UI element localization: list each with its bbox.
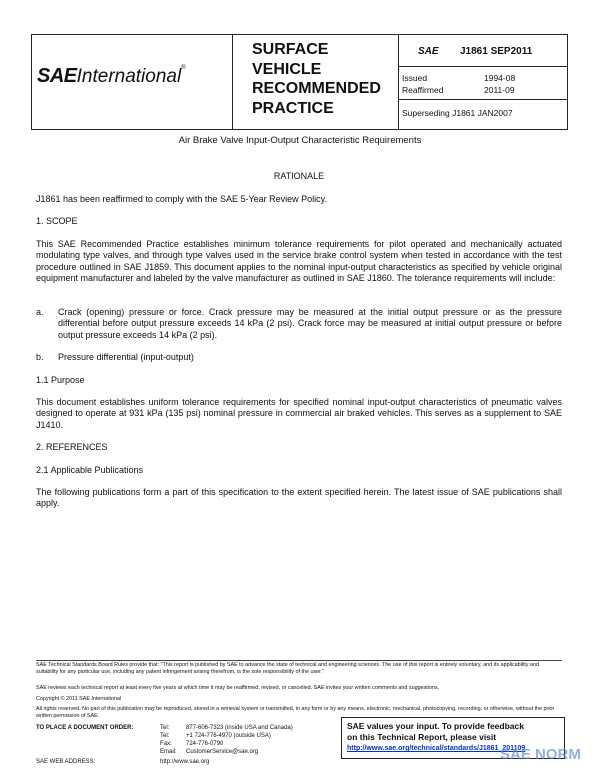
logo-international: International <box>76 66 182 87</box>
web-link[interactable]: http://www.sae.org <box>160 759 210 765</box>
doc-type-cell <box>232 35 399 129</box>
sae-international-logo <box>37 65 186 88</box>
divider <box>398 66 567 67</box>
issued-label: Issued <box>402 73 428 83</box>
applicable-text: The following publications form a part of this specification to the extent specified herein. The latest issue of SAE publications shall apply. <box>36 487 562 509</box>
reaffirmed-label: Reaffirmed <box>402 85 444 95</box>
doc-type-line: PRACTICE <box>252 99 334 117</box>
logo-sae: SAE <box>37 65 77 87</box>
doc-info-cell <box>398 35 567 129</box>
web-label: SAE WEB ADDRESS: <box>36 759 96 765</box>
feedback-line: on this Technical Report, please visit <box>347 731 497 742</box>
sae-mark: SAE <box>418 46 439 57</box>
rationale-text: J1861 has been reaffirmed to comply with the SAE 5-Year Review Policy. <box>36 194 327 204</box>
email-link[interactable]: CustomerService@sae.org <box>186 749 259 755</box>
document-subject: Air Brake Valve Input-Output Characteristic Requirements <box>178 135 422 146</box>
item-b-label: b. <box>36 352 44 362</box>
applicable-heading: 2.1 Applicable Publications <box>36 465 144 475</box>
item-a-label: a. <box>36 307 44 317</box>
tel-value[interactable]: 877-606-7323 (inside USA and Canada) <box>186 725 293 731</box>
item-b-text: Pressure differential (input-output) <box>58 352 194 362</box>
doc-type-line: SURFACE <box>252 41 329 58</box>
logo-cell <box>32 35 233 129</box>
doc-type <box>252 40 381 118</box>
tel2-value[interactable]: +1 724-776-4970 (outside USA) <box>186 733 271 739</box>
review-note: SAE reviews each technical report at least every five years at which time it may be reaffirmed, revised, or cancelled. SAE invites your written comments and suggestions. <box>36 685 440 691</box>
fax-label: Fax: <box>160 741 172 747</box>
superseding: Superseding J1861 JAN2007 <box>402 108 513 118</box>
board-rules-text: SAE Technical Standards Board Rules provide that: "This report is published by SAE to advance the state of technical and engineering sciences. The use of this report is entirely voluntary, and its applicability and suitability for any particular use, including any patent infringement arising therefrom, is the sole responsibility of the user." <box>36 662 539 676</box>
purpose-text: This document establishes uniform tolerance requirements for specified nominal input-output characteristics of pneumatic valves designed to operate at 931 kPa (135 psi) nominal pressure in commercial air braked vehicles. This serves as a supplement to SAE J1410. <box>36 397 562 430</box>
fax-value: 724-776-0790 <box>186 741 224 747</box>
doc-number: J1861 SEP2011 <box>460 46 533 57</box>
doc-type-line: VEHICLE <box>252 60 322 78</box>
scope-heading: 1. SCOPE <box>36 216 78 226</box>
feedback-line: SAE values your input. To provide feedback <box>347 721 524 731</box>
copyright: Copyright © 2011 SAE International <box>36 696 122 702</box>
references-heading: 2. REFERENCES <box>36 442 108 452</box>
order-label: TO PLACE A DOCUMENT ORDER: <box>36 725 134 731</box>
tel2-label: Tel: <box>160 733 170 739</box>
tel-label: Tel: <box>160 725 170 731</box>
divider <box>398 99 567 100</box>
doc-type-line: RECOMMENDED <box>252 80 381 97</box>
scope-text: This SAE Recommended Practice establishes minimum tolerance requirements for pilot operated and mechanically actuated modulating type valves, and through type valves used in the service brake control system when tested in accordance with the test procedure outlined in SAE J1859. This document applies to the nominal input-output characteristics as specified by vehicle original equipment manufacturer and labeled by the valve manufacturer as outlined in SAE J1860. The tolerance requirements will include: <box>36 239 562 283</box>
watermark-logo: SAE NORM <box>500 746 581 763</box>
rationale-heading: RATIONALE <box>273 171 325 181</box>
footer-divider <box>36 660 562 661</box>
header-box <box>31 34 568 130</box>
reaffirmed-value: 2011-09 <box>484 85 515 95</box>
item-a-text: Crack (opening) pressure or force. Crack pressure may be measured at the initial output pressure or as the pressure differential before output pressure exceeds 14 kPa (2 psi). Crack force may be measured at initial output pressure or before output pressure exceeds 14 kPa (2 psi). <box>58 307 562 340</box>
issued-value: 1994-08 <box>484 73 516 83</box>
rights-text: All rights reserved. No part of this publication may be reproduced, stored in a retrieval system or transmitted, in any form or by any means, electronic, mechanical, photocopying, recording, or otherwise, without the prior written permission of SAE. <box>36 706 555 720</box>
logo-trademark: ® <box>181 65 186 71</box>
purpose-heading: 1.1 Purpose <box>36 375 85 385</box>
feedback-text <box>347 721 524 742</box>
email-label: Email: <box>160 749 177 755</box>
feedback-link[interactable]: http://www.sae.org/technical/standards/J1861_201109 <box>347 745 526 752</box>
